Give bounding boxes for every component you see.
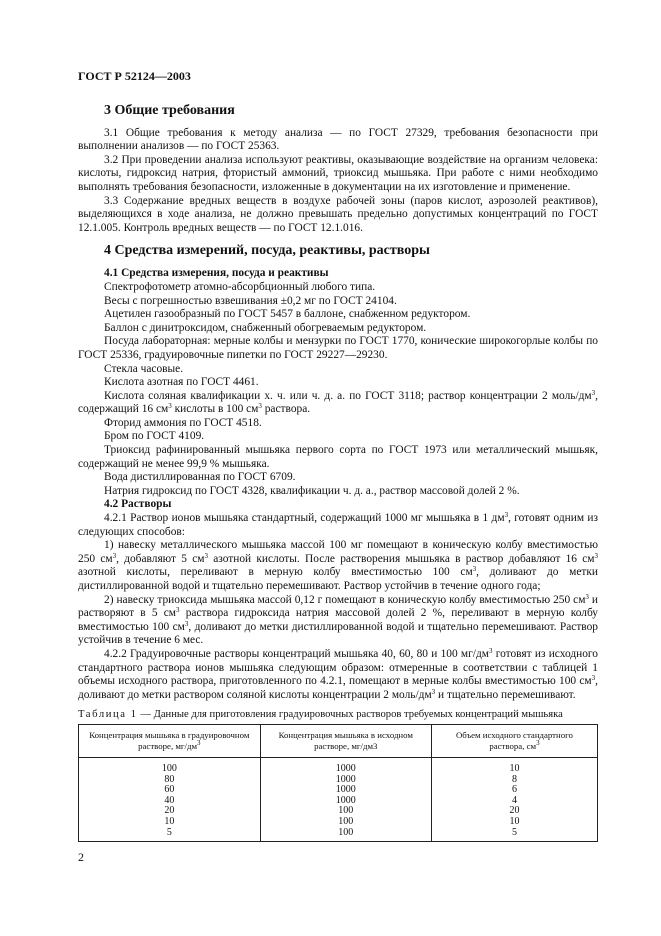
paragraph-3-2: 3.2 При проведении анализа используют реактивы, оказывающие воздействие на организм человека: кислоты, гидроксид натрия, фтористый аммоний, триоксид мышьяка. При работе с ними необходимо выполнять требования безопасности, изложенные в документации на их изготовление и применение. [78,153,598,193]
list-item: Стекла часовые. [104,362,184,375]
paragraph-4-2-1-method-1: 1) навеску металлического мышьяка массой 100 мг помещают в коническую колбу вместимостью 250 $см^3$, добавляют 5 $см^3$ азотной кислоты. После растворения мышьяка в раствор добавляют 16 $см^3$ азотной кислоты, переливают в мерную колбу вместимостью 100 $см^3$, доливают до метки дистиллированной водой и тщательно перемешивают. Раствор устойчив в течение одного года; [78,539,598,592]
list-item: Натрия гидроксид по ГОСТ 4328, квалификации ч. д. а., раствор массовой долей 2 %. [104,484,520,497]
list-item: Фторид аммония по ГОСТ 4518. [104,416,262,429]
table-cell: 100 [260,828,431,842]
paragraph-3-3: 3.3 Содержание вредных веществ в воздухе рабочей зоны (паров кислот, аэрозолей реактивов), выделяющихся в ходе анализа, не должно превышать предельно допустимых концентраций по ГОСТ 12.1.005. Контроль вредных веществ — по ГОСТ 12.1.016. [78,194,598,234]
table-caption: Таблица 1 — Данные для приготовления градуировочных растворов требуемых концентраций мышьяка [78,709,563,721]
list-item: Ацетилен газообразный по ГОСТ 5457 в баллоне, снабженном редуктором. [104,308,471,321]
table-cell: 5 [431,828,597,842]
list-item: Баллон с динитроксидом, снабженный обогреваемым редуктором. [104,321,427,334]
table-cell: 1000 [260,785,431,796]
list-item: Бром по ГОСТ 4109. [104,430,205,443]
list-item: Триоксид рафинированный мышьяка первого сорта по ГОСТ 1973 или металлический мышьяк, содержащий не менее 99,9 % мышьяка. [78,444,598,470]
subsection-4-1-title: 4.1 Средства измерения, посуда и реактивы [104,267,329,280]
table-row [79,828,598,842]
table-cell: 6 [431,785,597,796]
table-cell: 10 [79,817,261,828]
list-item: Весы с погрешностью взвешивания ±0,2 мг по ГОСТ 24104. [104,294,397,307]
table-cell: 5 [79,828,261,842]
list-item: Спектрофотометр атомно-абсорбционный любого типа. [104,280,376,293]
table-cell: 100 [79,757,261,774]
table-cell: 10 [431,757,597,774]
page-number: 2 [78,850,84,864]
table-header-cell: Концентрация мышьяка в градуировочном растворе, $мг/дм^3$ [79,724,261,757]
subsection-4-2-title: 4.2 Растворы [104,498,172,511]
paragraph-4-2-2: 4.2.2 Градуировочные растворы концентраций мышьяка 40, 60, 80 и 100 $мг/дм^3$ готовят из исходного стандартного раствора ионов мышьяка следующим образом: отмеренные в соответствии с таблицей 1 объемы исходного раствора, приготовленного по 4.2.1, помещают в мерные колбы вместимостью 100 $см^3$, доливают до метки раствором соляной кислоты концентрации 2 моль/$дм^3$ и тщательно перемешивают. [78,646,598,701]
list-item-hydrochloric-acid: Кислота соляная квалификации х. ч. или ч. д. а. по ГОСТ 3118; раствор концентрации 2 моль/$дм^3$, содержащий 16 $см^3$ кислоты в 100 $см^3$ раствора. [78,388,598,416]
table-cell: 1000 [260,796,431,807]
calibration-table [78,724,598,842]
table-cell: 40 [79,796,261,807]
table-cell: 80 [79,775,261,786]
table-cell: 10 [431,817,597,828]
table-cell: 20 [431,806,597,817]
table-cell: 20 [79,806,261,817]
table-row [79,757,598,774]
table-cell: 1000 [260,757,431,774]
table-header-cell: Объем исходного стандартного раствора, $см^3$ [431,724,597,757]
table-header-cell: Концентрация мышьяка в исходном растворе, мг/дм3 [260,724,431,757]
paragraph-4-2-1: 4.2.1 Раствор ионов мышьяка стандартный, содержащий 1000 мг мышьяка в 1 $дм^3$, готовят одним из следующих способов: [78,511,598,538]
list-item: Кислота азотная по ГОСТ 4461. [104,376,259,389]
paragraph-3-1: 3.1 Общие требования к методу анализа — по ГОСТ 27329, требования безопасности при выполнении анализов — по ГОСТ 25363. [78,126,598,153]
document-code-header: ГОСТ Р 52124—2003 [78,69,191,83]
table-cell: 100 [260,817,431,828]
table-header-row [79,724,598,757]
list-item: Посуда лабораторная: мерные колбы и мензурки по ГОСТ 1770, конические широкогорлые колбы по ГОСТ 25336, градуировочные пипетки по ГОСТ 29227—29230. [78,335,598,361]
table-row [79,817,598,828]
table-cell: 8 [431,775,597,786]
table-cell: 100 [260,806,431,817]
document-page [78,70,598,842]
table-cell: 4 [431,796,597,807]
table-cell: 1000 [260,775,431,786]
table-cell: 60 [79,785,261,796]
list-item: Вода дистиллированная по ГОСТ 6709. [104,471,296,484]
section-4-title: 4 Средства измерений, посуда, реактивы, растворы [104,243,430,259]
paragraph-4-2-1-method-2: 2) навеску триоксида мышьяка массой 0,12 г помещают в коническую колбу вместимостью 250 $см^3$ и растворяют в 5 $см^3$ раствора гидроксида натрия массовой долей 2 %, переливают в мерную колбу вместимостью 100 $см^3$, доливают до метки дистиллированной водой и тщательно перемешивают. Раствор устойчив в течение 6 мес. [78,592,598,647]
section-3-title: 3 Общие требования [104,102,235,118]
